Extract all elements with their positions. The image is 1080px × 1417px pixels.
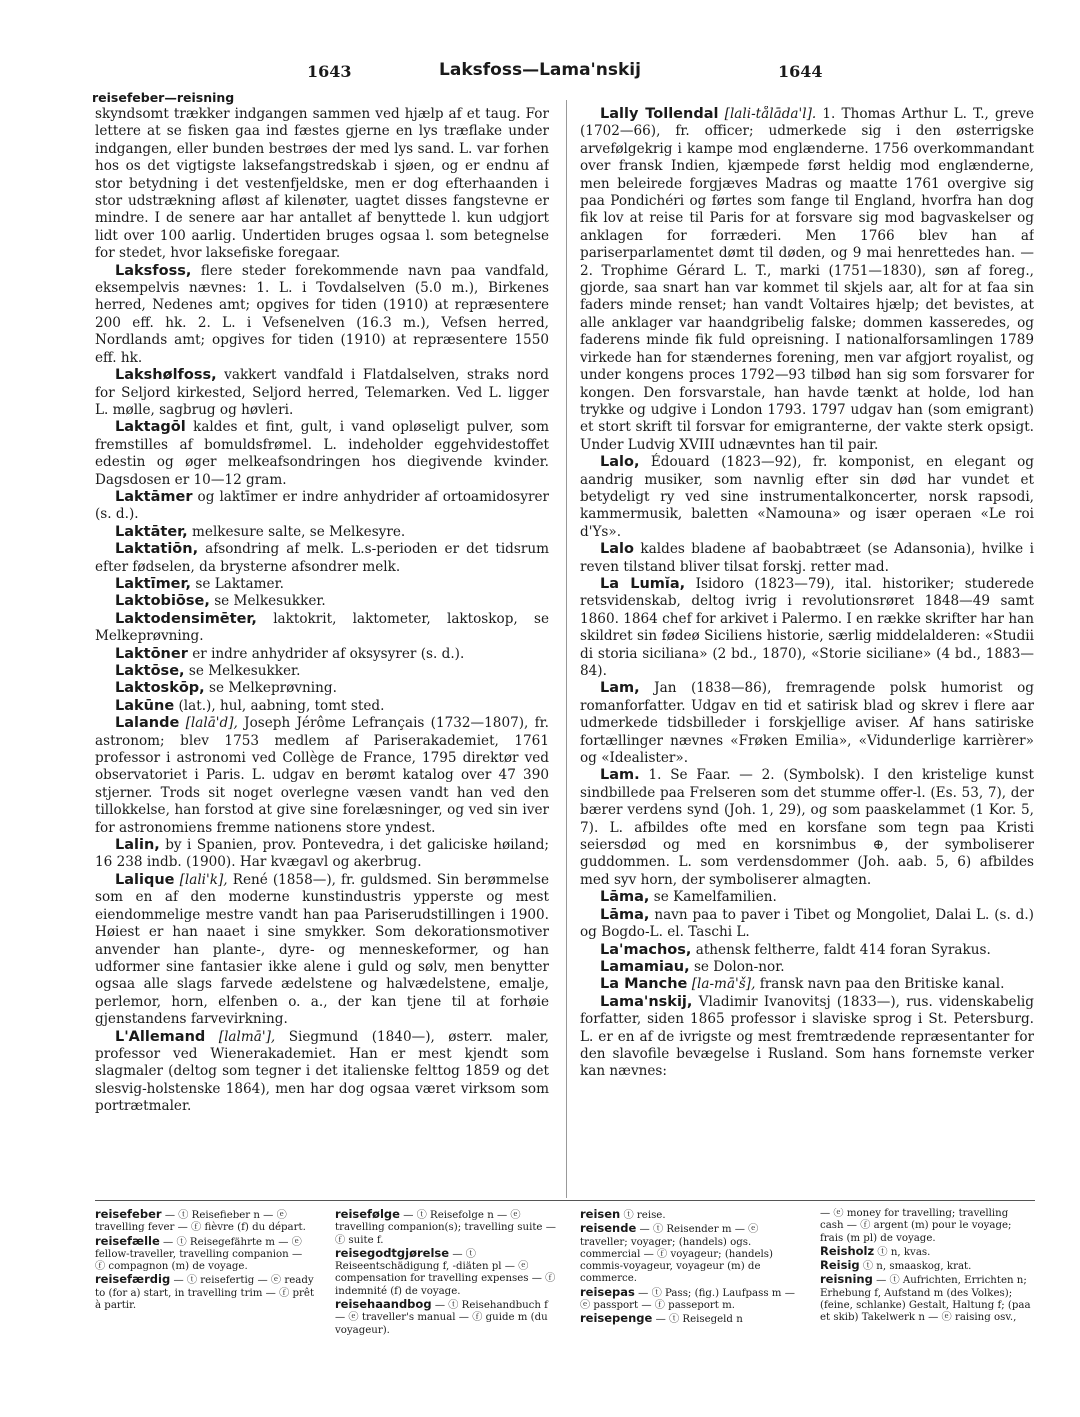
entry-headword: La Lumĭa, — [600, 575, 686, 592]
translation-entry — [95, 1273, 315, 1312]
dictionary-entry — [580, 994, 1034, 1081]
entry-text: se Melkesukker. — [214, 593, 326, 610]
page-title: Laksfoss—Lama'nskij — [439, 60, 641, 80]
entry-headword: Laktobiōse, — [115, 593, 210, 610]
column-divider — [566, 100, 567, 1198]
page-number-left: 1643 — [307, 62, 352, 81]
dictionary-entry — [95, 872, 549, 1029]
translation-entry — [580, 1208, 802, 1222]
entry-pronunciation: [lali'k], — [179, 871, 228, 888]
dictionary-entry — [95, 1029, 549, 1116]
entry-headword: Lakshølfoss, — [115, 367, 217, 384]
translation-headword: reisehaandbog — [335, 1297, 432, 1312]
dictionary-entry — [95, 593, 549, 610]
page-header — [0, 62, 1080, 90]
translation-text: — ⓣ Reisegeld n — [655, 1314, 743, 1326]
translation-entry — [95, 1235, 315, 1274]
dictionary-entry — [95, 698, 549, 715]
entry-text: er indre anhydrider af oksysyrer (s. d.). — [192, 645, 465, 662]
entry-headword: Lalique — [115, 871, 175, 888]
dictionary-entry — [580, 976, 1034, 993]
entry-text: se Melkesukker. — [188, 663, 301, 679]
entry-text: fransk navn paa den Britiske kanal. — [759, 976, 1005, 993]
entry-headword: Laktagōl — [115, 419, 186, 436]
entry-text: kaldes bladene af baobabtræet (se Adansonia), hvilke i reven tilstand bliver tilsat forskj. retter mad. — [580, 541, 1034, 575]
translation-entry — [820, 1259, 1035, 1273]
entry-pronunciation: [la-mā'š], — [691, 976, 756, 993]
footnote-column-4 — [820, 1208, 1035, 1325]
entry-text: Joseph Jérôme Lefrançais (1732—1807), fr. astronom; blev 1753 medlem af Pariserakademiet, 1761 professor i astronomi ved Collège de France, 1795 direktør ved observatoriet i Paris. L. udgav en berømt katalog over 47 390 stjerner. Trods sit noget overlegne væsen vandt han ved den tillokkelse, han forstod at give sine forelæsninger, og ved sin iver for astronomiens fremme nationens store yndest. — [95, 715, 549, 836]
entry-headword: Laktōse, — [115, 663, 185, 679]
entry-text: navn paa to paver i Tibet og Mongoliet, Dalai L. (s. d.) og Bogdo-L. el. Taschi L. — [580, 906, 1034, 941]
entry-headword: Lally Tollendal — [600, 106, 719, 122]
dictionary-entry — [580, 576, 1034, 680]
dictionary-entry — [95, 663, 549, 680]
footnote-column-1 — [95, 1208, 315, 1312]
entry-text: melkesure salte, se Melkesyre. — [192, 523, 406, 540]
dictionary-entry — [95, 489, 549, 524]
entry-headword: Lam. — [600, 767, 640, 784]
translation-text: — ⓣ Reisender m — ⓔ traveller; voyager; (handels) ogs. commercial — ⓕ voyageur; (handels) commis-voyageur, voyageur (m) de commerce. — [580, 1224, 773, 1285]
translation-entry — [580, 1286, 802, 1313]
entry-headword: Laktōner — [115, 645, 188, 662]
entry-text: Jan (1838—86), fremragende polsk humorist og romanforfatter. Udgav en tid et satirisk blad og skrev i flere aar udmerkede tidsbilleder i forskjellige aviser. Af hans satiriske fortællinger nævnes «Frøken Emilia», «Vidunderlige karrièrer» og «Idealister». — [580, 680, 1034, 767]
entry-text: se Kamelfamilien. — [653, 889, 777, 906]
entry-text: laktokrit, laktometer, laktoskop, se Melkeprøvning. — [95, 610, 549, 645]
translation-text: — ⓣ Reisehandbuch f — ⓔ traveller's manual — ⓕ guide m (du voyageur). — [335, 1300, 548, 1336]
translation-headword: reisefeber — [95, 1208, 162, 1221]
entry-headword: Laksfoss, — [115, 262, 192, 279]
translation-entry — [580, 1312, 802, 1326]
entry-headword: Lalin, — [115, 837, 160, 854]
dictionary-entry — [580, 907, 1034, 942]
entry-headword: Laktīmer, — [115, 575, 192, 592]
dictionary-entry — [580, 541, 1034, 576]
entry-headword: Laktatiōn, — [115, 541, 199, 558]
dictionary-entry — [95, 715, 549, 837]
translation-entry — [820, 1273, 1035, 1324]
entry-headword: Lalande — [115, 715, 180, 732]
translation-headword: reisefælle — [95, 1233, 160, 1248]
entry-headword: Laktāmer — [115, 488, 193, 505]
entry-text: kaldes et fint, gult, i vand opløseligt pulver, som fremstilles af bomuldsfrømel. L. indeholder eggehvidestoffet edestin og øger melkeafsondringen hos diegivende kvinder. Dagsdosen er 10—12 gram. — [95, 419, 549, 488]
entry-text: Vladimir Ivanovitsj (1833—), rus. videnskabelig forfatter, siden 1865 professor i slaviske sprog i St. Petersburg. L. er en af de ivrigste og mest fremtrædende repræsentanter for den slavofile bevægelse i Rusland. Som hans fornemste verker kan nævnes: — [580, 993, 1034, 1080]
entry-headword: Lalo — [600, 541, 634, 558]
entry-text: Édouard (1823—92), fr. komponist, en elegant og aandrig musiker, som navnlig efter sin død har vundet et betydeligt ry ved sine instrumentalkoncerter, norsk rapsodi, kammermusik, baletten «Namouna» og især operaen «Le roi d'Ys». — [580, 454, 1034, 540]
entry-text: Isidoro (1823—79), ital. historiker; studerede retsvidenskab, deltog ivrig i revolutionsrøret 1848—49 samt 1860. 1864 chef for arkivet i Palermo. I en række skrifter har han skildret sin fødeø Siciliens historie, særlig middelalderen: «Studii di storia siciliana» (2 bd., 1870), «Storie siciliane» (4 bd., 1883—84). — [580, 575, 1034, 679]
entry-headword: Laktoskōp, — [115, 680, 205, 697]
entry-text: skyndsomt trækker indgangen sammen ved hjælp af et taug. For lettere at se fisken gaa ind fæstes gjerne en lys træflake under indgangen, eller bunden bestrøes der med lys sand. L. var forhen hos os det vigtigste laksefangstredskab i sjøen, og er endnu af stor betydning i det vestenfjeldske, men er dog efterhaanden i stor udstrækning afløst af kilenøter, uagtet disses fangstevne er mindre. I de senere aar har antallet af benyttede l. kun udgjort lidt over 100 aarlig. Undertiden bruges ogsaa l. som betegnelse for stedet, hvor laksefiske foregaar. — [95, 106, 549, 262]
dictionary-entry — [95, 576, 549, 593]
entry-pronunciation: [lalmā'], — [218, 1028, 276, 1045]
dictionary-entry — [580, 680, 1034, 767]
translation-headword: reisefølge — [335, 1208, 400, 1221]
entry-headword: La Manche — [600, 976, 688, 993]
entry-text: René (1858—), fr. guldsmed. Sin berømmelse som en af den moderne kunstindustris ypperste og mest eiendommelige mestre vandt han paa Pariserudstillingen i 1900. Høiest er han naaet i sine smykker. Som dekorationsmotiver anvender han plante-, dyre- og menneskeformer, og han udformer sine fantasier ikke alene i guld og sølv, men benytter ogsaa alle slags farvede ædelstene og halvædelstene, emalje, perlemor, horn, elfenben o. a., der kan tjene til at forhøie gjenstandens farvevirkning. — [95, 871, 549, 1028]
translation-headword: reisepenge — [580, 1311, 653, 1326]
translation-text: ⓣ n, smaaskog, krat. — [862, 1261, 972, 1273]
entry-text: by i Spanien, prov. Pontevedra, i det galiciske høiland; 16 238 indb. (1900). Har kvægavl og akerbrug. — [95, 837, 549, 871]
entry-headword: Lāma, — [600, 889, 650, 906]
entry-headword: Lāma, — [600, 906, 650, 923]
footnote-column-2 — [335, 1208, 557, 1337]
translation-entry — [820, 1208, 1035, 1245]
translation-text: — ⓣ Reiseentschädigung f, -diäten pl — ⓔ compensation for travelling expenses — ⓕ indemnité (f) de voyage. — [335, 1248, 556, 1297]
page-number-right: 1644 — [778, 62, 823, 81]
dictionary-entry — [580, 454, 1034, 541]
translation-entry — [580, 1222, 802, 1285]
entry-headword: Lamamiau, — [600, 958, 690, 975]
translation-text: — ⓣ Reisegefährte m — ⓔ fellow-traveller, travelling companion — ⓕ compagnon (m) de voyage. — [95, 1236, 303, 1273]
entry-headword: Lam, — [600, 680, 640, 697]
translation-text: — ⓣ reisefertig — ⓔ ready to (for a) start, in travelling trim — ⓕ prêt à partir. — [95, 1275, 315, 1312]
translation-entry — [95, 1208, 315, 1235]
entry-text: afsondring af melk. L.s-perioden er det tidsrum efter fødselen, da brysterne afsondrer melk. — [95, 541, 549, 575]
entry-headword: La'machos, — [600, 941, 692, 958]
translation-headword: Reisholz — [820, 1243, 875, 1258]
translation-text: ⓣ n, kvas. — [877, 1246, 931, 1258]
entry-headword: Laktodensimēter, — [115, 610, 257, 627]
dictionary-entry — [95, 837, 549, 872]
dictionary-entry — [95, 106, 549, 263]
translation-entry — [820, 1245, 1035, 1259]
translation-text: — ⓣ Aufrichten, Errichten n; Erhebung f, Aufstand m (des Volkes); (feine, schlanke) Gestalt, Haltung f; (paa et skib) Takelwerk n — ⓔ raising osv., — [820, 1275, 1031, 1324]
entry-text: athensk feltherre, faldt 414 foran Syrakus. — [695, 941, 991, 958]
entry-text: se Melkeprøvning. — [209, 680, 337, 697]
translation-headword: reisen — [580, 1208, 621, 1221]
dictionary-entry — [95, 646, 549, 663]
translation-headword: reisning — [820, 1272, 873, 1287]
guide-words: reisefeber—reisning — [92, 90, 235, 105]
entry-text: 1. Thomas Arthur L. T., greve (1702—66), fr. officer; udmerkede sig i den østerrigske arvefølgekrig i kampe mod englænderne. 1756 overkommandant over fransk Indien, kjæmpede først heldig mod englænderne, men beleirede forgjæves Madras og maatte 1761 overgive sig paa Pondichéri og førtes som fange til England, hvorfra han dog fik lov at reise til Paris for at forsvare sig mod bagvaskelser og anklagen for forræderi. Men 1766 blev han af pariserparlamentet dømt til døden, og 9 mai henrettedes han. — 2. Trophime Gérard L. T., marki (1751—1830), søn af foreg., gjorde, saa snart han var kommet til skjels aar, alt for at faa sin faders minde renset; han vandt Voltaires hjælp; det bevistes, at alle anklager var haandgribelig falske; dommen kasseredes, og faderens minde fik fuld opreisning. I nationalforsamlingen 1789 virkede han for stændernes forening, men var afgjort royalist, og under kongens proces 1792—93 tilbød han sig som forsvarer for kongen. Den forsvarstale, han havde tænkt at holde, lod han trykke og udgive i London 1793. 1797 udgav han (som emigrant) et stort skrift til forsvar for emigranterne, der vakte sterk opsigt. Under Ludvig XVIII udnævntes han til pair. — [580, 106, 1034, 453]
entry-headword: Lalo, — [600, 454, 640, 471]
translation-text: — ⓣ Pass; (fig.) Laufpass m — ⓔ passport — ⓕ passeport m. — [580, 1287, 795, 1312]
entry-headword: Lama'nskij, — [600, 993, 693, 1010]
footnote-column-3 — [580, 1208, 802, 1327]
dictionary-entry — [95, 541, 549, 576]
translation-entry — [335, 1247, 557, 1298]
entry-pronunciation: [lali-tålāda'l]. — [724, 106, 817, 122]
entry-text: se Dolon-nor. — [693, 958, 785, 975]
translation-headword: reisepas — [580, 1284, 635, 1299]
translation-text: ⓣ reise. — [623, 1210, 666, 1221]
entry-headword: L'Allemand — [115, 1028, 206, 1045]
translation-entry — [335, 1208, 557, 1247]
translation-text: — ⓔ money for travelling; travelling cash — ⓕ argent (m) pour le voyage; frais (m pl) de voyage. — [820, 1208, 1012, 1244]
entry-text: 1. Se Faar. — 2. (Symbolsk). I den kristelige kunst sindbillede paa Frelseren som det stumme offer-l. (Es. 53, 7), der bærer verdens synd (Joh. 1, 29), og som paaskelammet (1 Kor. 5, 7). L. afbildes ofte med en korsfane som tegn paa Kristi seiersdød og med en korsnimbus ⊕, der symboliserer guddommen. L. som verdensdommer (Joh. aab. 5, 6) afbildes med syv horn, der symboliserer almagten. — [580, 767, 1034, 888]
entry-pronunciation: [lalā'd], — [185, 715, 238, 732]
translation-headword: reisegodtgjørelse — [335, 1245, 450, 1260]
translation-entry — [335, 1298, 557, 1337]
translation-headword: Reisig — [820, 1258, 860, 1273]
dictionary-entry — [580, 106, 1034, 454]
entry-text: og laktīmer er indre anhydrider af ortoamidosyrer (s. d.). — [95, 488, 549, 523]
translation-text: — ⓣ Reisefieber n — ⓔ travelling fever — ⓕ fièvre (f) du départ. — [95, 1210, 306, 1234]
dictionary-entry — [580, 767, 1034, 889]
entry-headword: Lakūne — [115, 697, 175, 714]
dictionary-entry — [95, 524, 549, 541]
dictionary-entry — [580, 889, 1034, 906]
dictionary-entry — [95, 263, 549, 367]
dictionary-entry — [95, 419, 549, 489]
translation-headword: reisefærdig — [95, 1272, 171, 1287]
translation-text: — ⓣ Reisefolge n — ⓔ travelling companion(s); travelling suite — ⓕ suite f. — [335, 1210, 556, 1246]
dictionary-entry — [95, 611, 549, 646]
translation-headword: reisende — [580, 1221, 637, 1236]
dictionary-entry — [95, 680, 549, 697]
left-column — [95, 106, 549, 1196]
right-column — [580, 106, 1034, 1196]
entry-text: (lat.), hul, aabning, tomt sted. — [178, 697, 385, 714]
entry-text: Siegmund (1840—), østerr. maler, professor ved Wienerakademiet. Han er mest kjendt som slagmaler (deltog som tegner i det italienske felttog 1859 og det slesvig-holstenske 1864), men har dog ogsaa været virksom som portrætmaler. — [95, 1028, 549, 1115]
entry-headword: Laktāter, — [115, 523, 188, 540]
entry-text: flere steder forekommende navn paa vandfald, eksempelvis nævnes: 1. L. i Tovdalselven (5.0 m.), Birkenes herred, Nedenes amt; opgives for tiden (1910) at repræsentere 200 eff. hk. 2. L. i Vefsenelven (16.3 m.), Vefsen herred, Nordlands amt; opgives for tiden (1910) at repræsentere 1550 eff. hk. — [95, 262, 549, 366]
entry-text: se Laktamer. — [195, 575, 284, 592]
dictionary-entry — [580, 959, 1034, 976]
entry-text: vakkert vandfald i Flatdalselven, straks nord for Seljord kirkested, Seljord herred, Telemarken. Ved L. ligger L. mølle, sagbrug og høvleri. — [95, 367, 549, 418]
dictionary-entry — [95, 367, 549, 419]
dictionary-entry — [580, 942, 1034, 959]
footnote-divider — [95, 1200, 1035, 1201]
